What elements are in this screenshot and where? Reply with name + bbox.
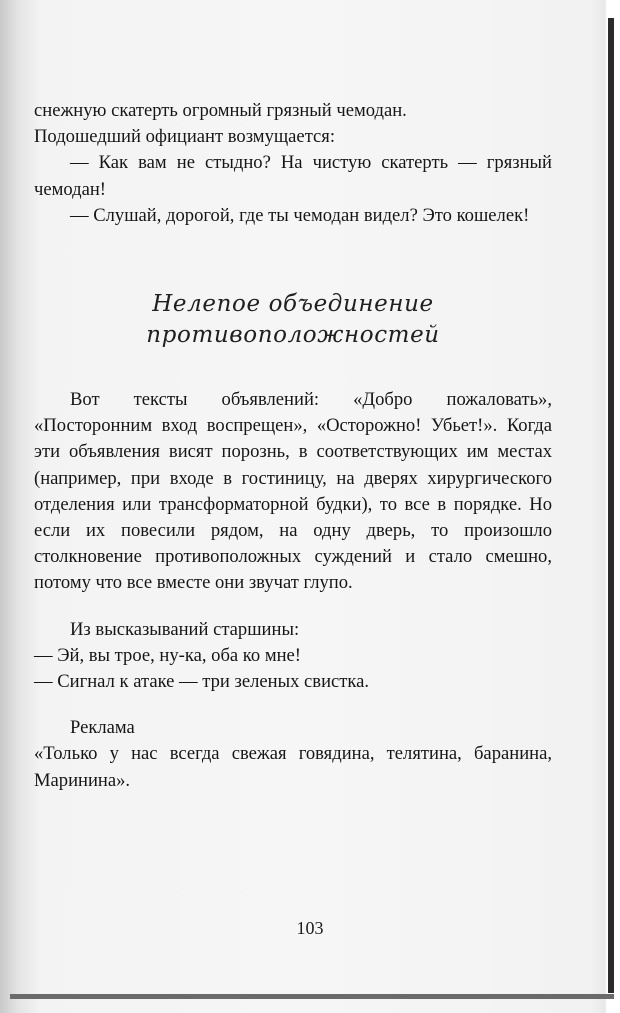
page-bottom-edge bbox=[10, 994, 614, 999]
sergeant-intro: Из высказываний старшины: bbox=[70, 618, 300, 640]
sergeant-quote-1: — Эй, вы трое, ну-ка, оба ко мне! bbox=[34, 644, 302, 666]
body-paragraph: Вот тексты объявлений: «Добро пожаловать», «Посторонним вход воспрещен», «Осторожно! Убьет!». Когда эти объявления висят порознь, в соответствующих им местах (например, при входе в гостиницу, на дверях хирургического отделения или трансформаторной будки), то все в порядке. Но если их повесили рядом, на одну дверь, то произошло столкновение противоположных суждений и стало смешно, потому что все вместе они звучат глупо. bbox=[34, 389, 552, 594]
opening-line-2: Подошедший официант возмущается: bbox=[34, 126, 336, 148]
sergeant-quote-2: — Сигнал к атаке — три зеленых свистка. bbox=[34, 671, 370, 693]
dialog-line-2: — Слушай, дорогой, где ты чемодан видел? Это кошелек! bbox=[70, 204, 530, 226]
section-heading-line-1: Нелепое объединение bbox=[152, 291, 434, 318]
page-text-block bbox=[34, 98, 552, 794]
opening-line-1: снежную скатерть огромный грязный чемодан. bbox=[34, 100, 407, 121]
page-number: 103 bbox=[296, 918, 324, 938]
dialog-line-1: — Как вам не стыдно? На чистую скатерть — грязный чемодан! bbox=[34, 152, 552, 200]
ad-label: Реклама bbox=[70, 717, 135, 739]
page-edge-shadow bbox=[608, 18, 614, 993]
section-heading-line-2: противоположностей bbox=[146, 322, 440, 349]
ad-text: «Только у нас всегда свежая говядина, телятина, баранина, Маринина». bbox=[34, 743, 552, 791]
section-heading bbox=[34, 289, 552, 351]
